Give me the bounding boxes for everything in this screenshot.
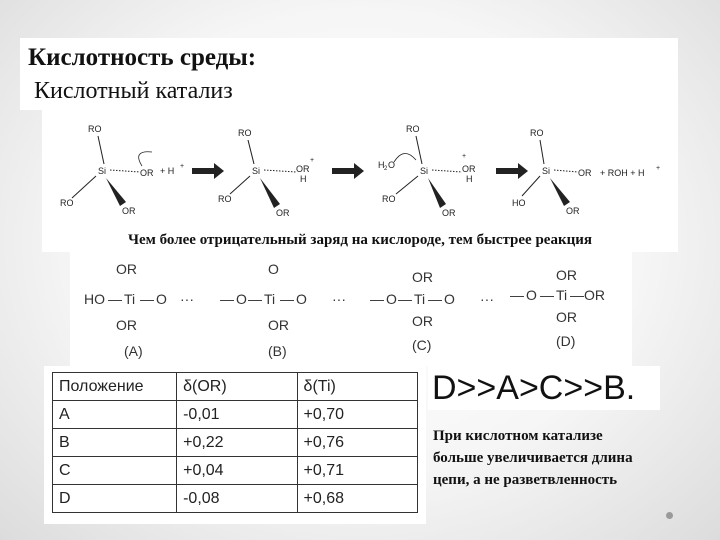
mol4-si: Si [542, 166, 551, 176]
products-plus: + [656, 165, 661, 172]
charge-table-box [44, 366, 426, 524]
mol3-ro-left: RO [382, 194, 396, 204]
d-dash-1: — [510, 287, 524, 303]
cell-delta-ti: +0,70 [297, 401, 417, 429]
d-or-top: OR [556, 267, 577, 283]
mol2-si: Si [252, 166, 261, 176]
header-delta-ti: δ(Ti) [297, 373, 417, 401]
mol2-ro-left: RO [218, 194, 232, 204]
c-dash-2: — [398, 291, 412, 307]
cell-position: C [53, 457, 177, 485]
cell-delta-ti: +0,71 [297, 457, 417, 485]
b-label: (B) [268, 343, 287, 359]
cell-position: B [53, 429, 177, 457]
cell-delta-ti: +0,76 [297, 429, 417, 457]
mol3-h2o-o: O [388, 160, 396, 170]
mol3-or: OR [462, 164, 476, 174]
b-dash-1: — [220, 291, 234, 307]
dots-1: ··· [180, 291, 194, 307]
reaction-scheme [42, 110, 678, 228]
table-row [53, 401, 418, 429]
cell-delta-ti: +0,68 [297, 485, 417, 513]
a-dash-2: — [140, 291, 154, 307]
reactivity-order: D>>A>C>>B. [428, 366, 660, 410]
a-or-bottom: OR [116, 317, 137, 333]
d-or-bottom: OR [556, 309, 577, 325]
slide-subtitle: Кислотный катализ [34, 78, 233, 104]
c-or-bottom: OR [412, 313, 433, 329]
c-o-left: O [386, 291, 397, 307]
chain-scheme [70, 252, 632, 366]
mol1-si: Si [98, 166, 107, 176]
b-dash-2: — [248, 291, 262, 307]
a-dash-1: — [108, 291, 122, 307]
d-label: (D) [556, 333, 576, 349]
mol4-ro-top: RO [530, 128, 544, 138]
cell-delta-or: +0,04 [177, 457, 297, 485]
mol2-plus: + [310, 157, 315, 164]
d-ti: Ti [556, 287, 568, 303]
mol1-h-plus: + H [160, 166, 175, 176]
note-line: цепи, а не разветвленность [433, 472, 618, 488]
mol3-or-bottom: OR [442, 208, 456, 218]
a-ho: HO [84, 291, 105, 307]
mol3-si: Si [420, 166, 429, 176]
b-dash-3: — [280, 291, 294, 307]
decorative-dot [666, 512, 673, 519]
cell-position: D [53, 485, 177, 513]
cell-delta-or: -0,08 [177, 485, 297, 513]
c-dash-1: — [370, 291, 384, 307]
mol3-h: H [466, 174, 473, 184]
mol1-ro-top: RO [88, 124, 102, 134]
a-ti: Ti [124, 291, 136, 307]
arrow-3 [496, 163, 528, 179]
c-label: (C) [412, 337, 432, 353]
slide-title: Кислотность среды: [28, 44, 257, 71]
cell-position: A [53, 401, 177, 429]
mol1-ro-left: RO [60, 198, 74, 208]
c-ti: Ti [414, 291, 426, 307]
reaction-scheme-drawing [42, 110, 678, 228]
d-or-right: OR [584, 287, 605, 303]
reaction-caption: Чем более отрицательный заряд на кислороде, тем быстрее реакция [42, 228, 678, 252]
arrow-2 [332, 163, 364, 179]
header-delta-or: δ(OR) [177, 373, 297, 401]
mol3-plus: + [462, 153, 467, 160]
cell-delta-or: -0,01 [177, 401, 297, 429]
b-ti: Ti [264, 291, 276, 307]
c-dash-3: — [428, 291, 442, 307]
note-line: больше увеличивается длина [433, 450, 633, 466]
table-row [53, 485, 418, 513]
mol4-ho: HO [512, 198, 526, 208]
table-header-row [53, 373, 418, 401]
c-o-right: O [444, 291, 455, 307]
dots-3: ··· [480, 291, 494, 307]
note-line: При кислотном катализе [433, 428, 603, 444]
mol2-or: OR [296, 164, 310, 174]
a-or-top: OR [116, 261, 137, 277]
c-or-top: OR [412, 269, 433, 285]
d-dash-2: — [540, 287, 554, 303]
b-o-top: O [268, 261, 279, 277]
b-o-right: O [296, 291, 307, 307]
header-position: Положение [53, 373, 177, 401]
charge-table [52, 372, 418, 513]
table-row [53, 457, 418, 485]
mol1-plus-sup: + [180, 163, 185, 170]
mol4-or: OR [578, 168, 592, 178]
mol1-or-right: OR [140, 168, 154, 178]
b-or-bottom: OR [268, 317, 289, 333]
conclusion-note [433, 425, 713, 491]
d-o-left: O [526, 287, 537, 303]
mol2-or-bottom: OR [276, 208, 290, 218]
products: + ROH + H [600, 168, 645, 178]
arrow-1 [192, 163, 224, 179]
mol3-h2o-h: H [378, 160, 385, 170]
a-o: O [156, 291, 167, 307]
dots-2: ··· [332, 291, 346, 307]
mol3-h2o-sub: 2 [384, 166, 388, 172]
mol3-ro-top: RO [406, 124, 420, 134]
mol2-ro-top: RO [238, 128, 252, 138]
mol4-or-bottom: OR [566, 206, 580, 216]
b-o-left: O [236, 291, 247, 307]
title-box [20, 38, 678, 110]
chain-scheme-drawing [70, 252, 632, 366]
a-label: (A) [124, 343, 143, 359]
table-row [53, 429, 418, 457]
mol1-or-bottom: OR [122, 206, 136, 216]
d-dash-3: — [570, 287, 584, 303]
mol2-h: H [300, 174, 307, 184]
cell-delta-or: +0,22 [177, 429, 297, 457]
